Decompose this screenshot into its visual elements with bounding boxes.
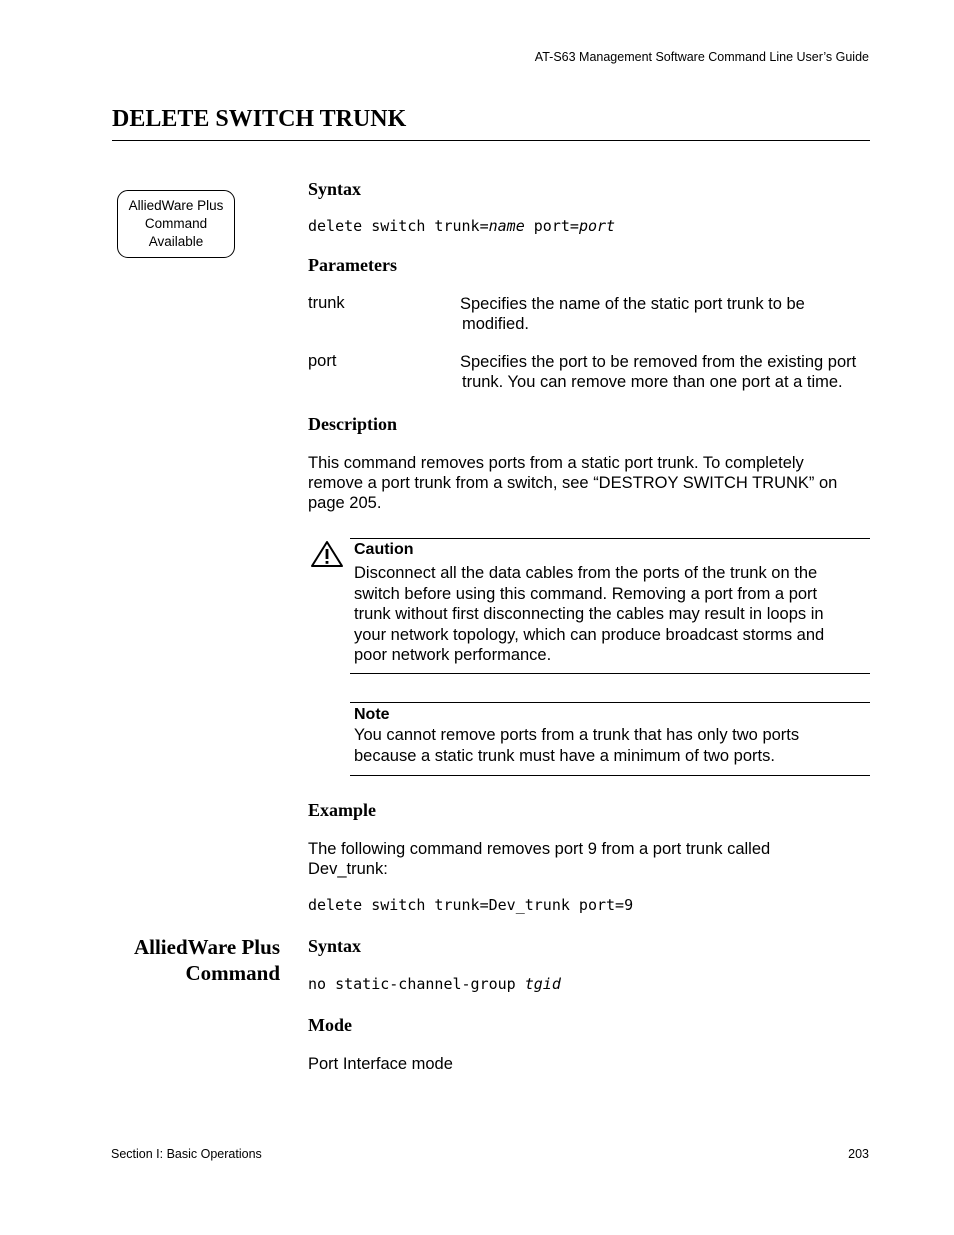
alliedware-heading-line: Command xyxy=(185,961,280,985)
footer-section: Section I: Basic Operations xyxy=(111,1147,262,1161)
caution-title: Caution xyxy=(354,541,414,558)
example-heading: Example xyxy=(308,800,377,820)
page-number: 203 xyxy=(848,1147,869,1161)
aw-cmd-arg: tgid xyxy=(524,975,561,993)
caution-line: poor network performance. xyxy=(354,646,552,664)
running-header: AT-S63 Management Software Command Line User’s Guide xyxy=(534,50,869,64)
alliedware-available-badge xyxy=(117,190,235,258)
syntax-arg-name: name xyxy=(488,217,525,235)
param-desc-line: modified. xyxy=(462,315,529,333)
description-heading: Description xyxy=(308,414,397,434)
page-title: DELETE SWITCH TRUNK xyxy=(112,106,407,132)
description-line: This command removes ports from a static port trunk. To completely xyxy=(308,454,804,472)
aw-syntax-heading: Syntax xyxy=(308,936,362,956)
example-text xyxy=(308,839,868,879)
description-text xyxy=(308,453,868,513)
param-desc-line: trunk. You can remove more than one port at a time. xyxy=(462,373,843,391)
aw-cmd-prefix: no static-channel-group xyxy=(308,975,525,993)
param-desc-trunk xyxy=(460,294,870,334)
note-top-rule xyxy=(350,702,870,703)
example-line: The following command removes port 9 from a port trunk called xyxy=(308,840,771,858)
example-command: delete switch trunk=Dev_trunk port=9 xyxy=(308,896,634,914)
badge-line-1: AlliedWare Plus xyxy=(128,198,224,213)
caution-body xyxy=(354,563,864,666)
param-name-port: port xyxy=(308,352,337,370)
syntax-cmd-mid: port= xyxy=(524,217,579,235)
note-title: Note xyxy=(354,706,390,723)
caution-line: Disconnect all the data cables from the ports of the trunk on the xyxy=(354,564,818,582)
caution-line: your network topology, which can produce broadcast storms and xyxy=(354,625,825,644)
parameters-heading: Parameters xyxy=(308,255,397,275)
param-name-trunk: trunk xyxy=(308,294,345,312)
param-desc-line: Specifies the name of the static port trunk to be xyxy=(460,295,805,313)
note-line: because a static trunk must have a minimum of two ports. xyxy=(354,746,775,765)
warning-triangle-icon xyxy=(310,540,344,568)
badge-line-3: Available xyxy=(148,234,204,249)
aw-mode-heading: Mode xyxy=(308,1015,352,1035)
syntax-arg-port: port xyxy=(578,217,616,235)
description-line: page 205. xyxy=(308,494,382,512)
alliedware-heading xyxy=(100,934,280,986)
note-bottom-rule xyxy=(350,775,870,776)
aw-mode-text: Port Interface mode xyxy=(308,1055,453,1073)
note-line: You cannot remove ports from a trunk that has only two ports xyxy=(354,726,800,744)
caution-bottom-rule xyxy=(350,673,870,674)
param-desc-line: Specifies the port to be removed from the existing port xyxy=(460,353,857,371)
aw-syntax-command xyxy=(308,975,561,993)
syntax-cmd-prefix: delete switch trunk= xyxy=(308,217,489,235)
caution-line: trunk without first disconnecting the cables may result in loops in xyxy=(354,605,824,623)
example-line: Dev_trunk: xyxy=(308,860,388,878)
description-line: remove a port trunk from a switch, see “DESTROY SWITCH TRUNK” on xyxy=(308,474,838,492)
note-body xyxy=(354,725,864,766)
caution-top-rule xyxy=(350,538,870,539)
syntax-command xyxy=(308,217,615,235)
badge-line-2: Command xyxy=(144,216,208,231)
caution-line: switch before using this command. Removing a port from a port xyxy=(354,584,818,603)
param-desc-port xyxy=(460,352,870,392)
title-divider xyxy=(112,140,870,141)
alliedware-heading-line: AlliedWare Plus xyxy=(133,935,280,959)
syntax-heading: Syntax xyxy=(308,179,362,199)
